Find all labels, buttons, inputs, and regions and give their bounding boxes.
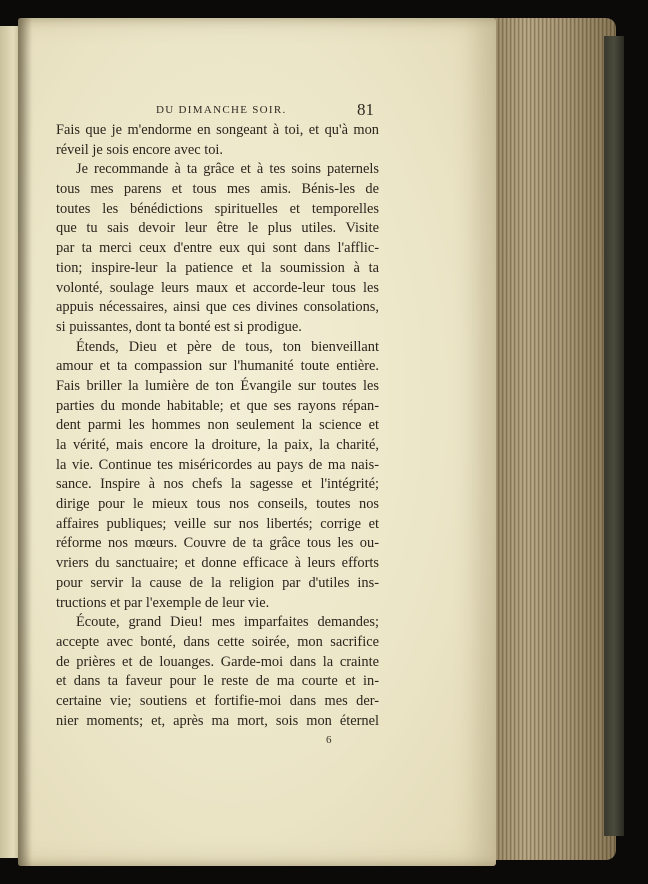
text-line: appuis nécessaires, ainsi que ces divines consolations, — [56, 299, 379, 316]
signature-mark: 6 — [326, 734, 332, 746]
text-line: Étends, Dieu et père de tous, ton bienveillant — [76, 338, 379, 355]
text-line: par ta merci ceux d'entre eux qui sont dans l'afflic- — [56, 240, 379, 257]
text-line: affaires publiques; veille sur nos libertés; corrige et — [56, 515, 379, 532]
text-line: Fais briller la lumière de ton Évangile sur toutes les — [56, 377, 379, 394]
text-line: réforme nos mœurs. Couvre de ta grâce tous les ou- — [56, 535, 379, 552]
text-line: réveil je sois encore avec toi. — [56, 141, 224, 158]
text-line: Écoute, grand Dieu! mes imparfaites demandes; — [76, 614, 379, 631]
running-title: DU DIMANCHE SOIR. — [156, 104, 287, 116]
gutter-shadow — [18, 18, 32, 866]
text-line: que tu sais devoir leur être le plus utiles. Visite — [56, 220, 379, 237]
text-line: amour et ta compassion sur l'humanité toute entière. — [56, 358, 379, 375]
page-number: 81 — [357, 100, 374, 119]
text-line: la vérité, mais encore la droiture, la paix, la charité, — [56, 437, 379, 453]
text-line: sance. Inspire à nos chefs la sagesse et l'intégrité; — [56, 476, 379, 493]
book-cover-edge — [604, 36, 624, 836]
text-line: accepte avec bonté, dans cette soirée, mon sacrifice — [56, 633, 379, 650]
text-line: la vie. Continue tes miséricordes au pays de ma nais- — [56, 456, 379, 473]
text-line: de prières et de louanges. Garde-moi dans la crainte — [56, 653, 379, 670]
text-line: Je recommande à ta grâce et à tes soins paternels — [76, 161, 379, 178]
text-line: tous mes parens et tous mes amis. Bénis-les de — [56, 181, 379, 198]
text-line: vriers du sanctuaire; et donne efficace à leurs efforts — [56, 555, 379, 572]
text-line: toutes les bénédictions spirituelles et temporelles — [56, 200, 379, 217]
text-line: pour servir la cause de la religion par d'utiles ins- — [56, 574, 379, 591]
text-line: certaine vie; soutiens et fortifie-moi dans mes der- — [56, 692, 379, 709]
book-fore-edge — [486, 18, 616, 860]
text-line: tructions et par l'exemple de leur vie. — [56, 594, 270, 611]
text-line: volonté, soulage leurs maux et accorde-leur tous les — [56, 279, 379, 296]
text-line: parties du monde habitable; et que ses rayons répan- — [56, 397, 379, 414]
text-line: nier moments; et, après ma mort, sois mon éternel — [56, 712, 379, 729]
text-line: dent parmi les hommes non seulement la science et — [56, 417, 379, 434]
text-line: Fais que je m'endorme en songeant à toi, et qu'à mon — [56, 122, 379, 138]
text-line: et dans ta faveur pour le reste de ma courte et in- — [56, 673, 379, 690]
text-line: tion; inspire-leur la patience et la soumission à ta — [56, 259, 379, 276]
text-line: dirige pour le mieux tous nos conseils, toutes nos — [56, 496, 379, 513]
text-line: si puissantes, dont ta bonté est si prodigue. — [56, 318, 302, 335]
body-text — [56, 121, 379, 731]
running-head — [56, 100, 374, 122]
